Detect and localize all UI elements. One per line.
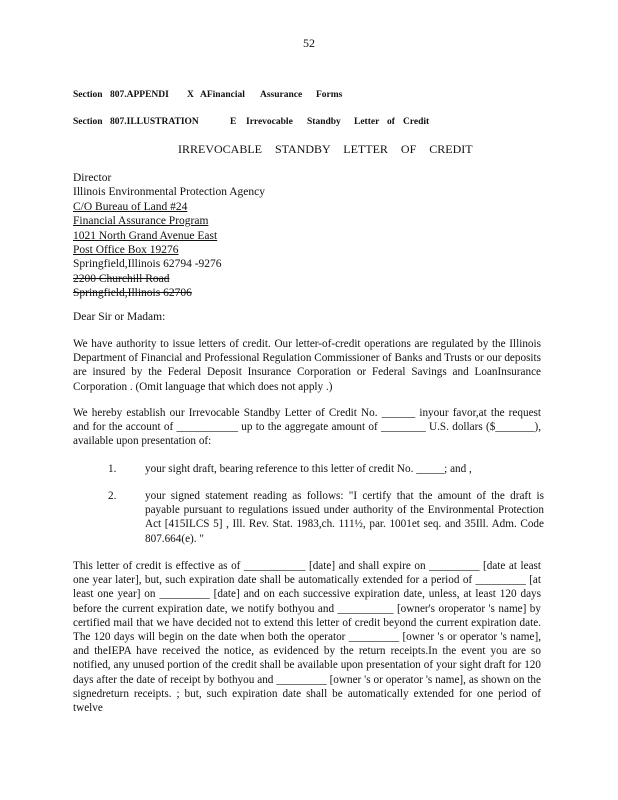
address-line: Post Office Box 19276 — [73, 244, 179, 257]
address-line: Director — [73, 172, 112, 184]
address-line: C/O Bureau of Land #24 — [73, 200, 188, 213]
section-word: AFinancial — [200, 90, 245, 100]
section-word: Assurance — [260, 90, 303, 100]
section-word: X — [187, 90, 194, 100]
address-line: Illinois Environmental Protection Agency — [73, 186, 265, 199]
salutation: Dear Sir or Madam: — [73, 311, 166, 323]
recipient-address — [73, 171, 265, 301]
address-line: 1021 North Grand Avenue East — [73, 229, 218, 242]
effective-date-paragraph: This letter of credit is effective as of ___________ [date] and shall expire on _________ [date at least one year later], but, such expiration date shall be automatically extended for a period of _________ [at least one year] on _________ [date] and on each successive expiration date, unless, at least 120 days before the current expiration date, we notify bothyou and __________ [owner's oroperator 's name] by certified mail that we have decided not to extend this letter of credit beyond the current expiration date. The 120 days will begin on the date when both the operator _________ [owner 's or operator 's name], and theIEPA have received the notice, as evidenced by the return receipts.In the event you are so notified, any unused portion of the credit shall be available upon presentation of your sight draft for 120 days after the date of receipt by bothyou and _________ [owner 's or operator 's name], as shown on the signedreturn receipts. ; but, such expiration date shall be automatically extended for one period of twelve — [73, 560, 541, 715]
list-item-text: your sight draft, bearing reference to this letter of credit No. _____; and , — [145, 463, 472, 475]
section-word: of — [387, 117, 395, 127]
authority-paragraph: We have authority to issue letters of credit. Our letter-of-credit operations are regulated by the Illinois Department of Financial and Professional Regulation Commissioner of Banks and Trusts or our deposits are insured by the Federal Deposit Insurance Corporation or Federal Savings and LoanInsurance Corporation . (Omit language that which does not apply .) — [73, 338, 541, 393]
section-word: Section — [73, 90, 103, 100]
list-item — [108, 462, 544, 476]
document-title: IRREVOCABLE STANDBY LETTER OF CREDIT — [178, 142, 473, 156]
section-word: Irrevocable — [246, 117, 293, 127]
establish-paragraph: We hereby establish our Irrevocable Standby Letter of Credit No. ______ inyour favor,at the request and for the account of ___________ up to the aggregate amount of ________ U.S. dollars ($_______), available upon presentation of: — [73, 407, 541, 448]
section-word: Letter — [354, 117, 380, 127]
list-item-number: 2. — [108, 490, 117, 502]
address-line: Financial Assurance Program — [73, 215, 209, 228]
address-line-struck: Springfield,Illinois 62706 — [73, 287, 192, 300]
list-item-text: your signed statement reading as follows: "I certify that the amount of the draft is payable pursuant to regulations issued under authority of the Environmental Protection Act [415ILCS 5] , Ill. Rev. Stat. 1983,ch. 111½, par. 1001et seq. and 35Ill. Adm. Code 807.664(e). " — [145, 490, 544, 545]
section-word: Forms — [316, 90, 343, 100]
section-word: Section — [73, 117, 103, 127]
list-item — [108, 489, 544, 546]
page-number: 52 — [303, 36, 315, 50]
section-word: E — [230, 117, 237, 127]
address-line-struck: 2200 Churchill Road — [73, 272, 170, 285]
section-word: Standby — [307, 117, 341, 127]
list-item-number: 1. — [108, 463, 117, 475]
section-word: Credit — [403, 117, 430, 127]
section-word: 807.ILLUSTRATION — [110, 117, 199, 127]
address-line: Springfield,Illinois 62794 -9276 — [73, 258, 222, 271]
section-word: 807.APPENDI — [110, 90, 169, 100]
